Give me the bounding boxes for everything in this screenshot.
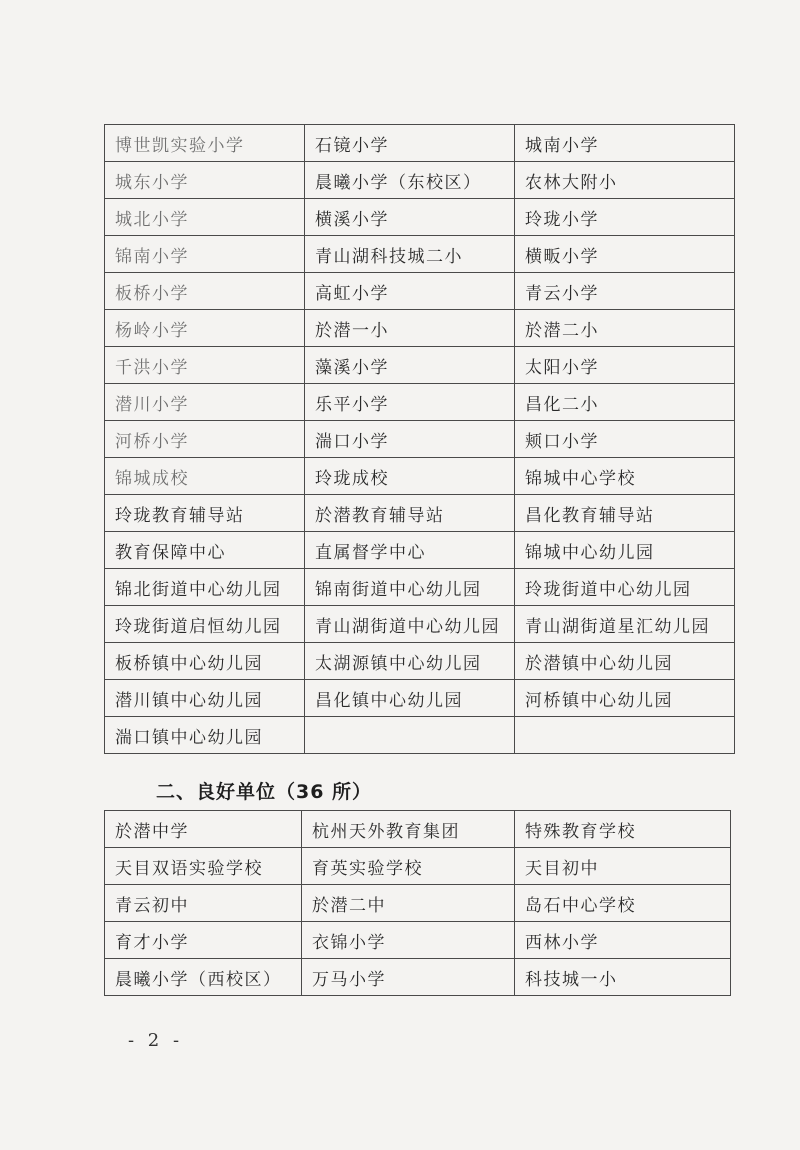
table-row bbox=[105, 421, 735, 458]
table-row bbox=[105, 606, 735, 643]
table-cell: 杭州天外教育集团 bbox=[302, 811, 515, 848]
table-cell: 农林大附小 bbox=[515, 162, 735, 199]
section-heading-good-units: 二、良好单位（36 所） bbox=[156, 781, 373, 803]
table-cell: 博世凯实验小学 bbox=[105, 125, 305, 162]
table-cell: 青山湖街道星汇幼儿园 bbox=[515, 606, 735, 643]
table-cell: 横溪小学 bbox=[305, 199, 515, 236]
table-cell: 玲珑街道启恒幼儿园 bbox=[105, 606, 305, 643]
table-row bbox=[105, 310, 735, 347]
table-cell: 青云初中 bbox=[105, 885, 302, 922]
table-cell: 西林小学 bbox=[515, 922, 731, 959]
table-cell: 锦南街道中心幼儿园 bbox=[305, 569, 515, 606]
table-cell: 杨岭小学 bbox=[105, 310, 305, 347]
table-cell: 锦北街道中心幼儿园 bbox=[105, 569, 305, 606]
table-cell: 衣锦小学 bbox=[302, 922, 515, 959]
table-cell: 天目初中 bbox=[515, 848, 731, 885]
table-cell: 青山湖科技城二小 bbox=[305, 236, 515, 273]
table-cell: 玲珑小学 bbox=[515, 199, 735, 236]
page-number: - 2 - bbox=[128, 1030, 184, 1051]
table-row bbox=[105, 199, 735, 236]
table-cell: 育才小学 bbox=[105, 922, 302, 959]
table-cell: 河桥镇中心幼儿园 bbox=[515, 680, 735, 717]
table-cell: 颊口小学 bbox=[515, 421, 735, 458]
table-row bbox=[105, 680, 735, 717]
table-row bbox=[105, 569, 735, 606]
table-row bbox=[105, 162, 735, 199]
table-cell: 於潜教育辅导站 bbox=[305, 495, 515, 532]
table-row bbox=[105, 347, 735, 384]
table-cell: 锦南小学 bbox=[105, 236, 305, 273]
table-row bbox=[105, 495, 735, 532]
table-row bbox=[105, 384, 735, 421]
table-cell: 板桥小学 bbox=[105, 273, 305, 310]
table-cell: 於潜镇中心幼儿园 bbox=[515, 643, 735, 680]
table-cell: 湍口小学 bbox=[305, 421, 515, 458]
table-cell: 直属督学中心 bbox=[305, 532, 515, 569]
table-cell: 特殊教育学校 bbox=[515, 811, 731, 848]
table-cell: 昌化教育辅导站 bbox=[515, 495, 735, 532]
table-cell: 於潜二中 bbox=[302, 885, 515, 922]
table-cell: 太阳小学 bbox=[515, 347, 735, 384]
table-cell: 青云小学 bbox=[515, 273, 735, 310]
table-row bbox=[105, 532, 735, 569]
table-cell: 岛石中心学校 bbox=[515, 885, 731, 922]
table-cell: 高虹小学 bbox=[305, 273, 515, 310]
table-cell: 潜川镇中心幼儿园 bbox=[105, 680, 305, 717]
table-cell: 太湖源镇中心幼儿园 bbox=[305, 643, 515, 680]
table-row bbox=[105, 717, 735, 754]
table-cell: 石镜小学 bbox=[305, 125, 515, 162]
table-row bbox=[105, 458, 735, 495]
table-cell: 锦城中心学校 bbox=[515, 458, 735, 495]
table-row bbox=[105, 643, 735, 680]
table-row bbox=[105, 236, 735, 273]
table-cell: 於潜中学 bbox=[105, 811, 302, 848]
table-cell: 晨曦小学（西校区） bbox=[105, 959, 302, 996]
table-cell: 昌化二小 bbox=[515, 384, 735, 421]
table-cell: 教育保障中心 bbox=[105, 532, 305, 569]
table-cell: 河桥小学 bbox=[105, 421, 305, 458]
table-cell: 玲珑成校 bbox=[305, 458, 515, 495]
table-row bbox=[105, 922, 731, 959]
table-cell: 城南小学 bbox=[515, 125, 735, 162]
table-row bbox=[105, 811, 731, 848]
table-cell bbox=[305, 717, 515, 754]
table-cell: 板桥镇中心幼儿园 bbox=[105, 643, 305, 680]
excellent-units-table bbox=[104, 124, 735, 754]
table-cell: 横畈小学 bbox=[515, 236, 735, 273]
table-cell: 锦城成校 bbox=[105, 458, 305, 495]
table-cell bbox=[515, 717, 735, 754]
table-cell: 青山湖街道中心幼儿园 bbox=[305, 606, 515, 643]
table-row bbox=[105, 273, 735, 310]
table-row bbox=[105, 848, 731, 885]
table-cell: 城北小学 bbox=[105, 199, 305, 236]
table-cell: 天目双语实验学校 bbox=[105, 848, 302, 885]
table-cell: 玲珑街道中心幼儿园 bbox=[515, 569, 735, 606]
table-cell: 万马小学 bbox=[302, 959, 515, 996]
table-cell: 於潜一小 bbox=[305, 310, 515, 347]
table-cell: 乐平小学 bbox=[305, 384, 515, 421]
table-cell: 湍口镇中心幼儿园 bbox=[105, 717, 305, 754]
table-cell: 玲珑教育辅导站 bbox=[105, 495, 305, 532]
table-cell: 锦城中心幼儿园 bbox=[515, 532, 735, 569]
table-cell: 科技城一小 bbox=[515, 959, 731, 996]
table-cell: 潜川小学 bbox=[105, 384, 305, 421]
table-cell: 城东小学 bbox=[105, 162, 305, 199]
table-cell: 昌化镇中心幼儿园 bbox=[305, 680, 515, 717]
table-cell: 千洪小学 bbox=[105, 347, 305, 384]
table-cell: 育英实验学校 bbox=[302, 848, 515, 885]
table-row bbox=[105, 959, 731, 996]
table-cell: 藻溪小学 bbox=[305, 347, 515, 384]
table-cell: 於潜二小 bbox=[515, 310, 735, 347]
table-cell: 晨曦小学（东校区） bbox=[305, 162, 515, 199]
good-units-table bbox=[104, 810, 731, 996]
table-row bbox=[105, 885, 731, 922]
table-row bbox=[105, 125, 735, 162]
